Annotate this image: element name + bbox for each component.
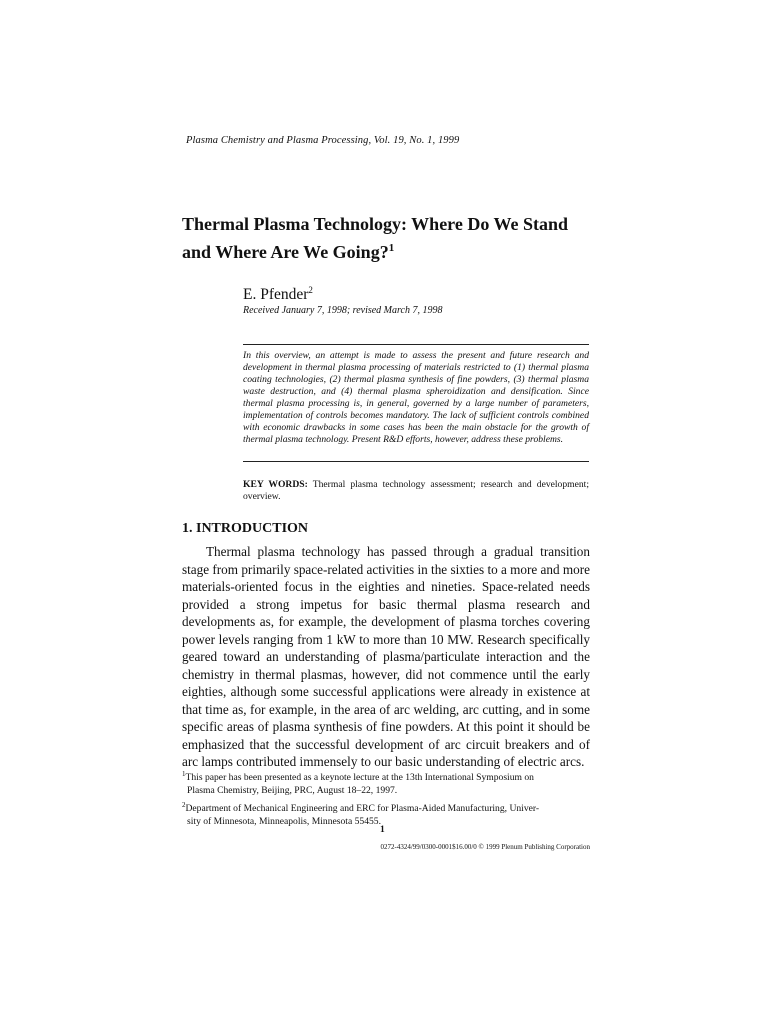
page-number: 1 bbox=[380, 825, 385, 835]
author-name bbox=[243, 285, 313, 304]
copyright-line: 0272-4324/99/0300-0001$16.00/0 © 1999 Plenum Publishing Corporation bbox=[380, 843, 590, 851]
introduction-paragraph: Thermal plasma technology has passed through a gradual transition stage from primarily space-related activities in the sixties to a more and more materials-oriented focus in the eighties and nineties. Space-related needs provided a strong impetus for basic thermal plasma research and developments as, for example, the development of plasma torches covering power levels ranging from 1 kW to more than 10 MW. Research specifically geared toward an understanding of plasma/particulate interaction and the chemistry in thermal plasmas, however, did not commence until the early eighties, although some successful applications were already in existence at that time as, for example, in the area of arc welding, arc cutting, and in some specific areas of plasma synthesis of fine powders. At this point it should be emphasized that the successful development of arc circuit breakers and of arc lamps contributed immensely to our basic understanding of electric arcs. bbox=[182, 544, 590, 769]
footnotes bbox=[182, 768, 590, 830]
title-line-2: and Where Are We Going? bbox=[182, 242, 389, 262]
abstract-top-rule bbox=[243, 344, 589, 345]
abstract: In this overview, an attempt is made to assess the present and future research and development in thermal plasma processing of materials restricted to (1) thermal plasma coating technologies, (2) thermal plasma synthesis of fine powders, (3) thermal plasma waste destruction, and (4) thermal plasma spheroidization and densification. Since thermal plasma processing is, in general, governed by a large number of parameters, implementation of controls becomes mandatory. The lack of sufficient controls combined with economic drawbacks in some cases has been the main obstacle for the growth of thermal plasma technology. Present R&D efforts, however, address these problems. bbox=[243, 350, 589, 445]
keywords-label: KEY WORDS: bbox=[243, 479, 308, 490]
received-date: Received January 7, 1998; revised March 7, 1998 bbox=[243, 305, 443, 316]
footnote-1 bbox=[182, 768, 590, 797]
title-line-1: Thermal Plasma Technology: Where Do We Stand bbox=[182, 214, 569, 234]
footnote-mark: 1 bbox=[182, 770, 186, 778]
footnote-mark: 2 bbox=[182, 801, 186, 810]
abstract-bottom-rule bbox=[243, 461, 589, 462]
article-title bbox=[182, 212, 602, 264]
footnote-text: Department of Mechanical Engineering and ERC for Plasma-Aided Manufacturing, Univer- bbox=[185, 803, 540, 815]
keywords bbox=[243, 479, 589, 503]
section-heading: 1. INTRODUCTION bbox=[182, 521, 309, 536]
keywords-text: Thermal plasma technology assessment; research and development; overview. bbox=[243, 479, 589, 502]
footnote-text: sity of Minnesota, Minneapolis, Minnesota 55455. bbox=[187, 815, 381, 827]
footnote-2 bbox=[182, 799, 590, 828]
title-footnote-mark[interactable]: 1 bbox=[388, 242, 395, 254]
footnote-text: Plasma Chemistry, Beijing, PRC, August 18–22, 1997. bbox=[187, 784, 398, 796]
journal-header: Plasma Chemistry and Plasma Processing, Vol. 19, No. 1, 1999 bbox=[186, 135, 460, 146]
author-text: E. Pfender bbox=[243, 286, 309, 304]
author-footnote-mark[interactable]: 2 bbox=[308, 285, 313, 295]
footnote-text: This paper has been presented as a keynote lecture at the 13th International Symposium on bbox=[185, 772, 534, 784]
